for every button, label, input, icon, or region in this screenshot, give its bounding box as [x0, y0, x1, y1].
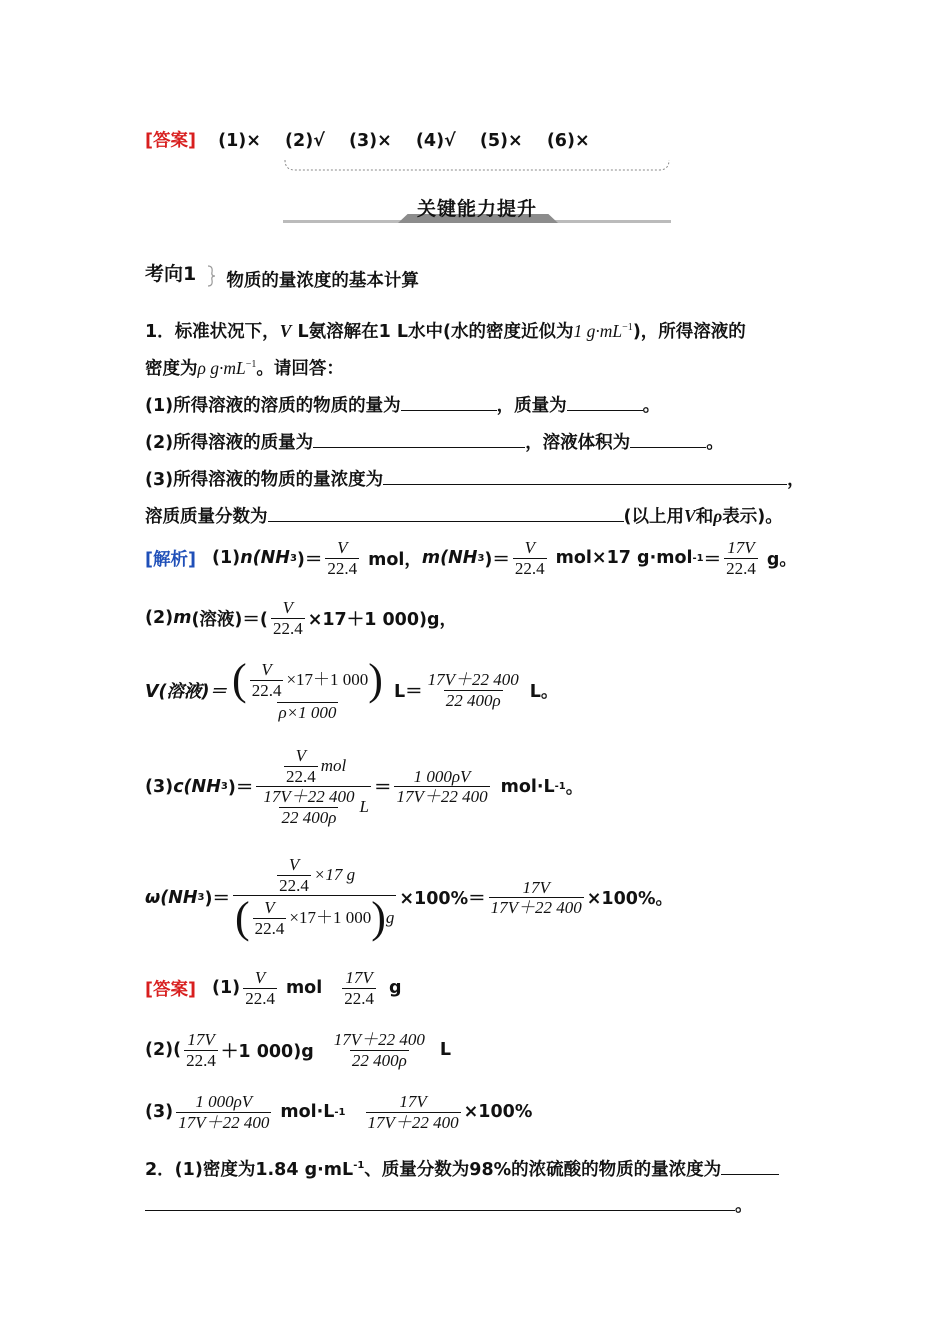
text: (1)	[212, 978, 241, 999]
text: L	[439, 1040, 452, 1061]
answer-blank[interactable]	[567, 392, 643, 411]
text: mol·L	[500, 776, 555, 797]
density-expr: 1 g·mL	[573, 321, 623, 341]
answer2-line-3	[145, 1092, 532, 1132]
question-number: 1．	[145, 322, 175, 342]
text: 标准状况下，	[174, 322, 280, 342]
analysis-tag: [解析]	[145, 549, 196, 570]
text: (3)所得溶液的物质的量浓度为	[145, 470, 384, 490]
section-title: 关键能力提升	[416, 198, 537, 220]
q1-part1	[145, 392, 660, 417]
text: )，所得溶液的	[632, 322, 746, 342]
analysis-line-3	[145, 655, 559, 723]
fraction: V 22.4 mol 17V＋22 400 22 400ρ L	[256, 746, 371, 827]
fraction: V 22.4	[327, 538, 358, 578]
analysis-line-1	[145, 538, 797, 578]
text: )＝	[227, 778, 254, 799]
text: (1)所得溶液的溶质的物质的量为	[145, 396, 401, 416]
exponent: −1	[622, 322, 633, 334]
text: (以上用	[623, 507, 684, 527]
q1-part2	[145, 429, 724, 454]
answer-blank[interactable]	[268, 503, 624, 522]
q1-stem-line1	[145, 318, 746, 343]
analysis-line-2	[145, 598, 457, 638]
answer-blank[interactable]	[313, 429, 525, 448]
text: 。请回答：	[256, 359, 344, 379]
text: 。	[642, 396, 661, 416]
fraction: $\frac{V}{22.4}$ ×17 g ( $\frac{V}{22.4}$ ×17＋1 000 ) g	[234, 855, 395, 943]
text: )＝	[484, 549, 510, 570]
text: ，	[787, 470, 805, 490]
var-rho: ρ	[713, 506, 723, 526]
text: ，质量为	[496, 396, 567, 416]
text: 表示)。	[722, 507, 783, 527]
text: (溶液)＝(	[191, 609, 268, 630]
text: ×17＋1 000)g，	[307, 609, 458, 630]
answer-item: (6)×	[546, 131, 590, 151]
text: 。	[735, 1196, 753, 1216]
text: c(NH	[173, 776, 221, 797]
answer-blank[interactable]	[383, 466, 787, 485]
text: g。	[766, 549, 797, 570]
text: mol×17 g·mol	[555, 548, 693, 569]
text: 溶质质量分数为	[145, 507, 268, 527]
answer-tag: [答案]	[145, 979, 196, 1000]
text: mol	[285, 978, 323, 999]
exponent: -1	[353, 1160, 365, 1172]
text: ×100%。	[586, 889, 673, 910]
answer-line-1	[145, 127, 590, 152]
fraction: V 22.4	[514, 538, 545, 578]
q2-stem	[145, 1156, 779, 1181]
text: 、质量分数为98%的浓硫酸的物质的量浓度为	[364, 1160, 722, 1180]
text: 。	[706, 433, 724, 453]
text: (2)(	[145, 1040, 182, 1061]
answer2-line-1	[145, 968, 401, 1008]
fraction: 17V 22.4	[186, 1030, 216, 1070]
answer-blank[interactable]	[401, 392, 497, 411]
fraction: $\frac{17V}{17V+22 400}$	[367, 1092, 459, 1132]
text: n(NH	[240, 548, 290, 569]
fraction: $\frac{V}{22.4}$	[272, 598, 303, 638]
text: 2．(1)密度为1.84 g·mL	[145, 1160, 354, 1180]
text: mol，	[368, 549, 422, 570]
answer-blank[interactable]	[630, 429, 706, 448]
text: 密度为	[145, 359, 198, 379]
answer-item: (5)×	[479, 131, 523, 151]
section-divider-bracket	[283, 158, 671, 176]
analysis-line-4: (3) c(NH 3 )＝ V 22.4 mol 17V＋22 400 22 400ρ L ＝ 1 000ρV 17V＋22 400 mol·L -1 。	[145, 746, 584, 827]
rho-expr: ρ g·mL	[197, 358, 246, 378]
text: V(溶液)＝	[145, 681, 228, 702]
fraction: ( $\frac{V}{22.4}$ ×17＋1 000 ) ρ×1 000	[232, 655, 383, 722]
subscript: 3	[197, 892, 205, 904]
topic-heading	[145, 259, 419, 291]
fraction: V 22.4	[245, 968, 275, 1008]
subscript: 3	[477, 552, 485, 564]
answer-item: (1)×	[218, 131, 261, 151]
text: ＋1 000)g	[220, 1041, 314, 1062]
subscript: 3	[289, 552, 297, 564]
answer2-line-2	[145, 1030, 451, 1070]
fraction: 17V＋22 400 22 400ρ	[333, 1030, 425, 1070]
fraction: 1 000ρV 17V＋22 400	[396, 766, 488, 807]
exponent: -1	[334, 1106, 346, 1118]
text: )＝	[204, 889, 230, 910]
topic-label: 考向1	[145, 263, 197, 285]
text: m(NH	[421, 548, 478, 569]
text: (2)	[145, 608, 174, 629]
text: mol·L	[280, 1102, 335, 1123]
answer-blank[interactable]	[721, 1156, 779, 1175]
fraction: 17V 22.4	[344, 968, 374, 1008]
text: ×100%	[463, 1102, 533, 1123]
text: ×100%＝	[399, 889, 486, 910]
text: L氨溶解在1 L水中(水的密度近似为	[291, 322, 574, 342]
var-v: V	[684, 506, 696, 526]
fraction: 17V 22.4	[726, 538, 756, 578]
answer-item: (2)√	[285, 131, 325, 151]
fraction: 17V＋22 400 22 400ρ	[427, 670, 519, 710]
analysis-line-5	[145, 855, 673, 943]
text: ＝	[703, 549, 722, 570]
text: L。	[529, 681, 559, 702]
exponent: -1	[554, 781, 566, 793]
fraction: $\frac{17V}{17V+22 400}$	[490, 877, 582, 918]
subscript: 3	[220, 781, 228, 793]
q2-blank-line	[145, 1192, 753, 1217]
answer-tag: [答案]	[145, 131, 196, 151]
text: L＝	[393, 681, 423, 702]
text: m	[173, 608, 192, 629]
text: ，溶液体积为	[525, 433, 631, 453]
q1-stem-line2	[145, 355, 344, 380]
text: (3)	[145, 1102, 174, 1123]
text: ω(NH	[145, 887, 198, 908]
exponent: −1	[245, 359, 257, 371]
text: (1)	[212, 548, 241, 569]
answer-item: (3)×	[348, 131, 392, 151]
fraction: 1 000ρV 17V＋22 400	[178, 1092, 270, 1132]
exponent: -1	[692, 552, 704, 564]
text: (3)	[145, 776, 174, 797]
q1-part3	[145, 466, 805, 491]
text: (2)所得溶液的质量为	[145, 433, 314, 453]
brace-icon	[205, 264, 217, 288]
text: )＝	[296, 549, 323, 570]
topic-title: 物质的量浓度的基本计算	[226, 271, 419, 291]
var-v: V	[279, 321, 292, 341]
answer-blank[interactable]	[145, 1192, 735, 1211]
text: ＝	[373, 778, 392, 799]
text: 和	[695, 507, 714, 527]
text: g	[388, 978, 402, 999]
section-header	[283, 192, 671, 228]
answer-item: (4)√	[415, 131, 456, 151]
q1-part4	[145, 503, 783, 528]
